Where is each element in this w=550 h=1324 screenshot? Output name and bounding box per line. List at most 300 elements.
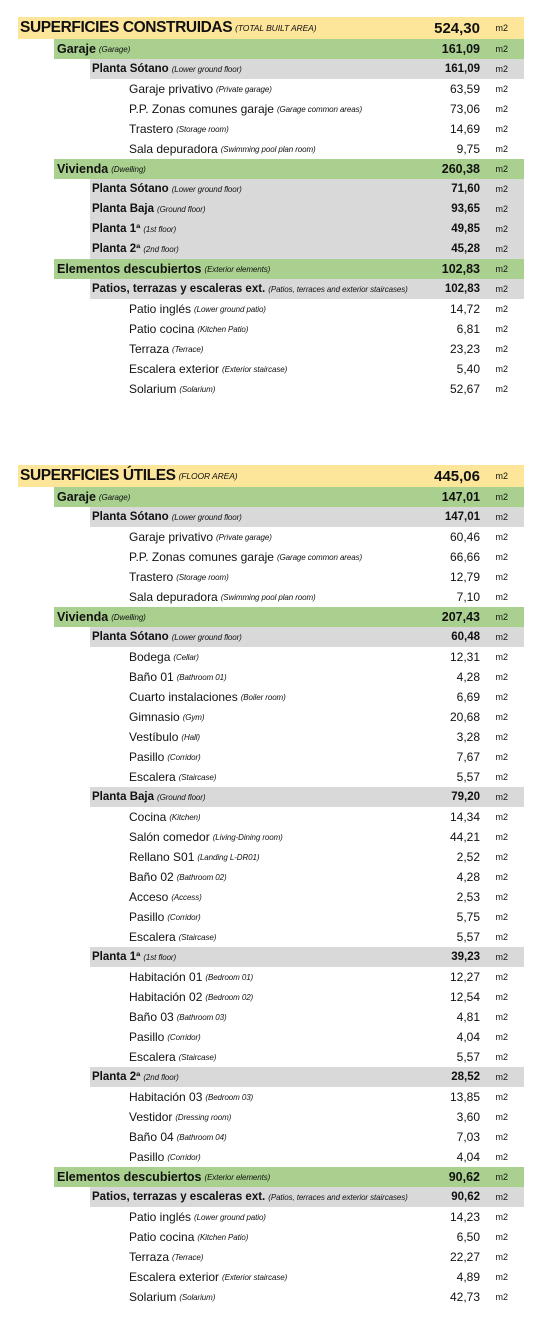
- room-row-label-cell: [129, 119, 229, 139]
- label-english: (Exterior staircase): [222, 364, 288, 374]
- label-english: (Corridor): [167, 912, 201, 922]
- group-row-label-cell: [57, 1167, 270, 1187]
- label-text: Planta Sótano: [92, 183, 169, 195]
- area-value: 161,09: [444, 63, 480, 75]
- unit-label: m2: [495, 492, 508, 502]
- label-english: (Solarium): [179, 384, 216, 394]
- room-row-label-cell: [129, 587, 316, 607]
- room-row-label-cell: [129, 907, 201, 927]
- group-row-label-cell: [57, 607, 146, 627]
- unit-label: m2: [495, 1292, 508, 1302]
- room-row: [18, 1267, 524, 1287]
- room-row: [18, 587, 524, 607]
- floor-row-label-cell: [92, 627, 242, 647]
- room-row: [18, 1147, 524, 1167]
- room-row: [18, 907, 524, 927]
- label-text: SUPERFICIES ÚTILES: [20, 467, 176, 484]
- unit-label: m2: [495, 364, 508, 374]
- room-row-label-cell: [129, 1247, 203, 1267]
- unit-label: m2: [495, 692, 508, 702]
- floor-row-label-cell: [92, 507, 242, 527]
- unit-label: m2: [495, 324, 508, 334]
- area-value: 44,21: [449, 830, 480, 844]
- unit-label: m2: [495, 1112, 508, 1122]
- area-value: 524,30: [434, 19, 480, 37]
- area-value: 12,27: [449, 970, 480, 984]
- label-text: Escalera: [129, 930, 176, 944]
- group-row: [18, 487, 524, 507]
- label-text: Planta Sótano: [92, 511, 169, 523]
- room-row: [18, 359, 524, 379]
- label-text: Escalera exterior: [129, 362, 220, 376]
- area-value: 2,53: [456, 890, 480, 904]
- area-value: 102,83: [441, 262, 480, 276]
- unit-label: m2: [495, 284, 508, 294]
- area-value: 161,09: [441, 42, 480, 56]
- label-text: Planta 2ª: [92, 1071, 141, 1083]
- label-english: (Landing L-DR01): [197, 852, 260, 862]
- floor-row: [18, 219, 524, 239]
- unit-label: m2: [495, 1152, 508, 1162]
- label-english: (FLOOR AREA): [178, 471, 238, 481]
- area-value: 4,28: [456, 870, 480, 884]
- room-row-label-cell: [129, 1267, 287, 1287]
- area-value: 102,83: [444, 283, 480, 295]
- label-english: (Corridor): [167, 752, 201, 762]
- label-english: (Bedroom 01): [205, 972, 254, 982]
- floor-row-label-cell: [92, 239, 179, 259]
- floor-row: [18, 179, 524, 199]
- unit-label: m2: [495, 44, 508, 54]
- label-text: Cuarto instalaciones: [129, 690, 238, 704]
- room-row-label-cell: [129, 379, 215, 399]
- group-row: [18, 159, 524, 179]
- room-row-label-cell: [129, 687, 286, 707]
- label-english: (Patios, terraces and exterior staircases): [268, 1192, 408, 1202]
- label-text: Garaje privativo: [129, 530, 214, 544]
- label-text: Escalera: [129, 1050, 176, 1064]
- label-english: (Hall): [181, 732, 200, 742]
- label-text: Vivienda: [57, 610, 109, 624]
- label-english: (Lower ground floor): [171, 64, 242, 74]
- area-value: 71,60: [451, 183, 480, 195]
- room-row: [18, 707, 524, 727]
- label-english: (Bathroom 03): [176, 1012, 227, 1022]
- room-row: [18, 647, 524, 667]
- unit-label: m2: [495, 304, 508, 314]
- room-row: [18, 139, 524, 159]
- label-text: Rellano S01: [129, 850, 195, 864]
- label-text: Solarium: [129, 382, 177, 396]
- label-english: (Solarium): [179, 1292, 216, 1302]
- room-row-label-cell: [129, 707, 204, 727]
- room-row: [18, 339, 524, 359]
- area-value: 93,65: [451, 203, 480, 215]
- label-english: (TOTAL BUILT AREA): [235, 23, 317, 33]
- unit-label: m2: [495, 384, 508, 394]
- area-value: 7,67: [456, 750, 480, 764]
- room-row-label-cell: [129, 727, 200, 747]
- room-row: [18, 567, 524, 587]
- room-row-label-cell: [129, 1287, 215, 1307]
- area-value: 7,10: [456, 590, 480, 604]
- room-row: [18, 847, 524, 867]
- unit-label: m2: [495, 852, 508, 862]
- group-row: [18, 607, 524, 627]
- unit-label: m2: [495, 632, 508, 642]
- floor-row: [18, 279, 524, 299]
- floor-row-label-cell: [92, 1187, 408, 1207]
- floor-row-label-cell: [92, 59, 242, 79]
- label-english: (Exterior elements): [204, 264, 271, 274]
- unit-label: m2: [495, 952, 508, 962]
- unit-label: m2: [495, 672, 508, 682]
- unit-label: m2: [495, 552, 508, 562]
- label-english: (Staircase): [178, 1052, 217, 1062]
- area-value: 14,72: [449, 302, 480, 316]
- room-row: [18, 1247, 524, 1267]
- room-row-label-cell: [129, 667, 227, 687]
- floor-row-label-cell: [92, 199, 205, 219]
- label-english: (Ground floor): [157, 792, 206, 802]
- area-value: 22,27: [449, 1250, 480, 1264]
- floor-row-label-cell: [92, 947, 176, 967]
- label-english: (1st floor): [143, 224, 177, 234]
- room-row-label-cell: [129, 99, 362, 119]
- area-value: 66,66: [449, 550, 480, 564]
- label-text: Patios, terrazas y escaleras ext.: [92, 283, 266, 295]
- label-text: Habitación 02: [129, 990, 203, 1004]
- label-english: (Bathroom 02): [176, 872, 227, 882]
- label-text: Sala depuradora: [129, 142, 218, 156]
- area-value: 14,23: [449, 1210, 480, 1224]
- section-header-label-cell: [20, 17, 316, 39]
- area-value: 3,60: [456, 1110, 480, 1124]
- room-row: [18, 767, 524, 787]
- label-english: (Cellar): [173, 652, 199, 662]
- label-english: (Terrace): [172, 1252, 204, 1262]
- label-english: (1st floor): [143, 952, 177, 962]
- unit-label: m2: [495, 532, 508, 542]
- floor-row: [18, 1187, 524, 1207]
- label-english: (Staircase): [178, 772, 217, 782]
- label-text: Patio cocina: [129, 1230, 195, 1244]
- label-text: Trastero: [129, 122, 174, 136]
- area-value: 7,03: [456, 1130, 480, 1144]
- label-text: Patio cocina: [129, 322, 195, 336]
- label-text: Terraza: [129, 342, 170, 356]
- label-english: (Terrace): [172, 344, 204, 354]
- floor-row: [18, 239, 524, 259]
- floor-row: [18, 627, 524, 647]
- area-value: 4,04: [456, 1030, 480, 1044]
- label-text: Habitación 03: [129, 1090, 203, 1104]
- section-header: [18, 465, 524, 487]
- area-value: 12,54: [449, 990, 480, 1004]
- label-text: Planta 1ª: [92, 223, 141, 235]
- room-row-label-cell: [129, 1207, 266, 1227]
- area-value: 49,85: [451, 223, 480, 235]
- label-text: Planta Baja: [92, 791, 154, 803]
- unit-label: m2: [495, 992, 508, 1002]
- label-text: Vestidor: [129, 1110, 173, 1124]
- label-english: (Bedroom 03): [205, 1092, 254, 1102]
- floor-row: [18, 787, 524, 807]
- label-english: (Bedroom 02): [205, 992, 254, 1002]
- area-value: 12,79: [449, 570, 480, 584]
- room-row: [18, 1047, 524, 1067]
- floor-row: [18, 1067, 524, 1087]
- section-header-label-cell: [20, 465, 238, 487]
- label-english: (Patios, terraces and exterior staircases): [268, 284, 408, 294]
- label-text: Vivienda: [57, 162, 109, 176]
- label-english: (Gym): [182, 712, 205, 722]
- room-row: [18, 1207, 524, 1227]
- label-english: (Lower ground patio): [194, 304, 266, 314]
- room-row: [18, 927, 524, 947]
- unit-label: m2: [495, 612, 508, 622]
- unit-label: m2: [495, 84, 508, 94]
- label-text: Patios, terrazas y escaleras ext.: [92, 1191, 266, 1203]
- room-row-label-cell: [129, 79, 272, 99]
- label-text: Escalera: [129, 770, 176, 784]
- label-english: (Exterior staircase): [222, 1272, 288, 1282]
- group-row-label-cell: [57, 39, 130, 59]
- room-row-label-cell: [129, 299, 266, 319]
- floor-area-table: [18, 465, 524, 1307]
- label-english: (Kitchen Patio): [197, 324, 249, 334]
- area-value: 20,68: [449, 710, 480, 724]
- unit-label: m2: [495, 512, 508, 522]
- unit-label: m2: [495, 892, 508, 902]
- label-text: Pasillo: [129, 1030, 165, 1044]
- area-value: 260,38: [441, 162, 480, 176]
- area-value: 5,57: [456, 770, 480, 784]
- area-value: 5,40: [456, 362, 480, 376]
- area-value: 6,69: [456, 690, 480, 704]
- area-value: 52,67: [449, 382, 480, 396]
- area-value: 28,52: [451, 1071, 480, 1083]
- label-english: (Boiler room): [240, 692, 286, 702]
- label-text: Baño 03: [129, 1010, 174, 1024]
- unit-label: m2: [495, 1172, 508, 1182]
- label-text: P.P. Zonas comunes garaje: [129, 550, 274, 564]
- unit-label: m2: [495, 1272, 508, 1282]
- area-value: 4,28: [456, 670, 480, 684]
- unit-label: m2: [495, 772, 508, 782]
- unit-label: m2: [495, 23, 508, 33]
- label-english: (Access): [171, 892, 202, 902]
- label-text: Planta Sótano: [92, 631, 169, 643]
- group-row: [18, 259, 524, 279]
- label-text: Sala depuradora: [129, 590, 218, 604]
- group-row: [18, 39, 524, 59]
- unit-label: m2: [495, 244, 508, 254]
- label-english: (Corridor): [167, 1152, 201, 1162]
- label-english: (2nd floor): [143, 244, 179, 254]
- group-row-label-cell: [57, 159, 146, 179]
- room-row-label-cell: [129, 847, 259, 867]
- label-text: Patio inglés: [129, 302, 192, 316]
- unit-label: m2: [495, 572, 508, 582]
- unit-label: m2: [495, 932, 508, 942]
- room-row-label-cell: [129, 527, 272, 547]
- unit-label: m2: [495, 1032, 508, 1042]
- room-row: [18, 667, 524, 687]
- room-row: [18, 807, 524, 827]
- label-text: Baño 04: [129, 1130, 174, 1144]
- label-text: Vestíbulo: [129, 730, 179, 744]
- label-english: (Corridor): [167, 1032, 201, 1042]
- unit-label: m2: [495, 471, 508, 481]
- floor-row: [18, 947, 524, 967]
- label-text: Pasillo: [129, 910, 165, 924]
- room-row: [18, 1107, 524, 1127]
- room-row-label-cell: [129, 807, 200, 827]
- area-value: 63,59: [449, 82, 480, 96]
- area-value: 4,04: [456, 1150, 480, 1164]
- unit-label: m2: [495, 1252, 508, 1262]
- room-row: [18, 1127, 524, 1147]
- unit-label: m2: [495, 344, 508, 354]
- unit-label: m2: [495, 972, 508, 982]
- area-value: 42,73: [449, 1290, 480, 1304]
- label-text: Planta Baja: [92, 203, 154, 215]
- area-value: 9,75: [456, 142, 480, 156]
- area-value: 2,52: [456, 850, 480, 864]
- area-value: 147,01: [444, 511, 480, 523]
- room-row-label-cell: [129, 887, 202, 907]
- unit-label: m2: [495, 264, 508, 274]
- unit-label: m2: [495, 1212, 508, 1222]
- room-row: [18, 727, 524, 747]
- unit-label: m2: [495, 792, 508, 802]
- group-row: [18, 1167, 524, 1187]
- label-text: SUPERFICIES CONSTRUIDAS: [20, 19, 233, 36]
- room-row: [18, 1027, 524, 1047]
- room-row-label-cell: [129, 747, 201, 767]
- room-row: [18, 79, 524, 99]
- room-row: [18, 547, 524, 567]
- area-value: 207,43: [441, 610, 480, 624]
- label-text: Baño 02: [129, 870, 174, 884]
- label-text: Escalera exterior: [129, 1270, 220, 1284]
- floor-row: [18, 199, 524, 219]
- floor-row-label-cell: [92, 179, 242, 199]
- room-row-label-cell: [129, 547, 362, 567]
- label-english: (Lower ground patio): [194, 1212, 266, 1222]
- label-english: (Storage room): [176, 572, 229, 582]
- room-row-label-cell: [129, 339, 203, 359]
- label-english: (Lower ground floor): [171, 632, 242, 642]
- area-value: 90,62: [448, 1170, 480, 1184]
- room-row-label-cell: [129, 139, 316, 159]
- room-row-label-cell: [129, 827, 283, 847]
- area-value: 4,89: [456, 1270, 480, 1284]
- unit-label: m2: [495, 224, 508, 234]
- area-value: 23,23: [449, 342, 480, 356]
- label-text: Elementos descubiertos: [57, 262, 202, 276]
- room-row-label-cell: [129, 927, 216, 947]
- room-row: [18, 99, 524, 119]
- label-english: (Private garage): [216, 84, 272, 94]
- room-row: [18, 967, 524, 987]
- label-text: Salón comedor: [129, 830, 210, 844]
- label-english: (Kitchen): [169, 812, 201, 822]
- room-row-label-cell: [129, 1147, 201, 1167]
- section-header: [18, 17, 524, 39]
- area-value: 90,62: [451, 1191, 480, 1203]
- room-row-label-cell: [129, 319, 248, 339]
- label-text: Gimnasio: [129, 710, 180, 724]
- unit-label: m2: [495, 872, 508, 882]
- unit-label: m2: [495, 184, 508, 194]
- unit-label: m2: [495, 1012, 508, 1022]
- label-english: (Kitchen Patio): [197, 1232, 249, 1242]
- label-english: (2nd floor): [143, 1072, 179, 1082]
- room-row-label-cell: [129, 1007, 227, 1027]
- group-row-label-cell: [57, 259, 270, 279]
- room-row: [18, 1227, 524, 1247]
- unit-label: m2: [495, 912, 508, 922]
- unit-label: m2: [495, 592, 508, 602]
- label-text: Solarium: [129, 1290, 177, 1304]
- label-text: Cocina: [129, 810, 167, 824]
- label-text: Pasillo: [129, 1150, 165, 1164]
- unit-label: m2: [495, 144, 508, 154]
- floor-row: [18, 507, 524, 527]
- floor-row: [18, 59, 524, 79]
- label-english: (Staircase): [178, 932, 217, 942]
- unit-label: m2: [495, 1232, 508, 1242]
- room-row: [18, 319, 524, 339]
- room-row-label-cell: [129, 767, 216, 787]
- floor-row-label-cell: [92, 219, 176, 239]
- label-english: (Garage): [98, 492, 131, 502]
- room-row: [18, 747, 524, 767]
- room-row-label-cell: [129, 1127, 227, 1147]
- room-row-label-cell: [129, 867, 227, 887]
- label-text: Terraza: [129, 1250, 170, 1264]
- room-row-label-cell: [129, 359, 287, 379]
- room-row-label-cell: [129, 567, 229, 587]
- label-english: (Storage room): [176, 124, 229, 134]
- label-english: (Lower ground floor): [171, 512, 242, 522]
- area-value: 45,28: [451, 243, 480, 255]
- label-english: (Garage): [98, 44, 131, 54]
- unit-label: m2: [495, 1072, 508, 1082]
- area-value: 5,75: [456, 910, 480, 924]
- unit-label: m2: [495, 652, 508, 662]
- room-row-label-cell: [129, 1027, 201, 1047]
- group-row-label-cell: [57, 487, 130, 507]
- built-area-table: [18, 17, 524, 399]
- area-value: 13,85: [449, 1090, 480, 1104]
- room-row: [18, 1007, 524, 1027]
- label-english: (Living-Dining room): [212, 832, 283, 842]
- unit-label: m2: [495, 812, 508, 822]
- room-row-label-cell: [129, 967, 253, 987]
- label-english: (Garage common areas): [276, 552, 363, 562]
- area-value: 6,50: [456, 1230, 480, 1244]
- label-english: (Bathroom 01): [176, 672, 227, 682]
- area-value: 60,46: [449, 530, 480, 544]
- floor-row-label-cell: [92, 1067, 179, 1087]
- label-text: Patio inglés: [129, 1210, 192, 1224]
- area-value: 73,06: [449, 102, 480, 116]
- unit-label: m2: [495, 104, 508, 114]
- label-english: (Private garage): [216, 532, 272, 542]
